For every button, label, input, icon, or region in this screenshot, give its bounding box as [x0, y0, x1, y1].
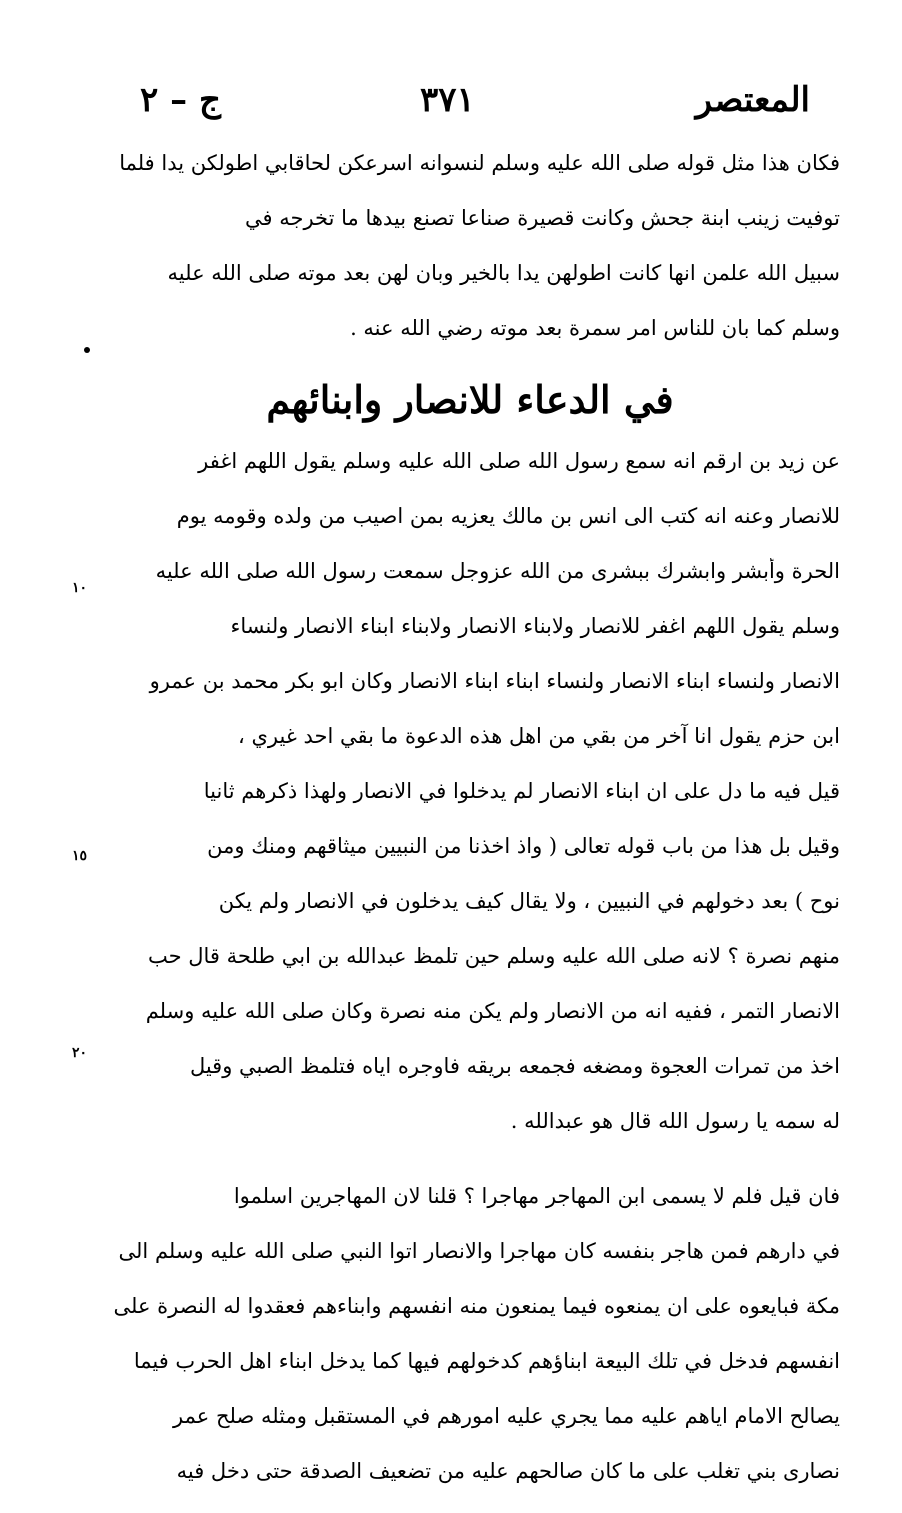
body-line: سبيل الله علمن انها كانت اطولهن يدا بالخير وبان لهن بعد موته صلى الله عليه [167, 261, 840, 285]
body-line: منهم نصرة ؟ لانه صلى الله عليه وسلم حين تلمظ عبدالله بن ابي طلحة قال حب [147, 944, 840, 968]
body-line: فكان هذا مثل قوله صلى الله عليه وسلم لنسوانه اسرعكن لحاقابي اطولكن يدا فلما [119, 151, 840, 175]
body-line: قيل فيه ما دل على ان ابناء الانصار لم يدخلوا في الانصار ولهذا ذكرهم ثانيا [203, 779, 840, 803]
volume-label: ج – ٢ [140, 80, 221, 120]
body-line: له سمه يا رسول الله قال هو عبدالله . [510, 1109, 840, 1133]
book-title: المعتصر [695, 80, 810, 120]
body-line: في دارهم فمن هاجر بنفسه كان مهاجرا والانصار اتوا النبي صلى الله عليه وسلم الى [118, 1239, 840, 1263]
body-line: الانصار ولنساء ابناء الانصار ولنساء ابناء ابناء الانصار وكان ابو بكر محمد بن عمرو [149, 669, 840, 693]
body-line: نوح ) بعد دخولهم في النبيين ، ولا يقال كيف يدخلون في الانصار ولم يكن [218, 889, 840, 913]
paragraph-gap [100, 1163, 840, 1183]
body-line: اخذ من تمرات العجوة ومضغه فجمعه بريقه فاوجره اياه فتلمظ الصبي وقيل [189, 1054, 840, 1078]
body-line: وقيل بل هذا من باب قوله تعالى ( واذ اخذنا من النبيين ميثاقهم ومنك ومن [207, 834, 840, 858]
margin-number: ١٥ [72, 848, 88, 864]
body-line: نصارى بني تغلب على ما كان صالحهم عليه من تضعيف الصدقة حتى دخل فيه [176, 1459, 840, 1483]
body-line: الحرة وأبشر وابشرك ببشرى من الله عزوجل سمعت رسول الله صلى الله عليه [155, 559, 840, 583]
body-line: الانصار التمر ، ففيه انه من الانصار ولم يكن منه نصرة وكان صلى الله عليه وسلم [145, 999, 840, 1023]
margin-number: ٢٠ [72, 1045, 88, 1061]
body-line: وسلم يقول اللهم اغفر للانصار ولابناء الانصار ولابناء ابناء الانصار ولنساء [230, 614, 840, 638]
body-line: فان قيل فلم لا يسمى ابن المهاجر مهاجرا ؟ قلنا لان المهاجرين اسلموا [233, 1184, 840, 1208]
body-line: مكة فبايعوه على ان يمنعوه فيما يمنعون منه انفسهم وابناءهم فعقدوا له النصرة على [113, 1294, 840, 1318]
body-line: انفسهم فدخل في تلك البيعة ابناؤهم كدخولهم فيها كما يدخل ابناء اهل الحرب فيما [133, 1349, 840, 1373]
margin-dot [84, 347, 90, 353]
page-header [100, 80, 810, 140]
body-line: توفيت زينب ابنة جحش وكانت قصيرة صناعا تصنع بيدها ما تخرجه في [245, 206, 840, 230]
body-line: ابن حزم يقول انا آخر من بقي من اهل هذه الدعوة ما بقي احد غيري ، [238, 724, 840, 748]
body-line: يصالح الامام اياهم عليه مما يجري عليه امورهم في المستقبل ومثله صلح عمر [173, 1404, 840, 1428]
page-body [100, 150, 840, 1513]
body-line: وسلم كما بان للناس امر سمرة بعد موته رضي الله عنه . [350, 316, 840, 340]
body-line: للانصار وعنه انه كتب الى انس بن مالك يعزيه بمن اصيب من ولده وقومه يوم [176, 504, 840, 528]
page-number: ٣٧١ [420, 80, 475, 120]
section-title: في الدعاء للانصار وابنائهم [266, 377, 674, 422]
margin-number: ١٠ [72, 580, 88, 596]
body-line: عن زيد بن ارقم انه سمع رسول الله صلى الله عليه وسلم يقول اللهم اغفر [198, 449, 840, 473]
